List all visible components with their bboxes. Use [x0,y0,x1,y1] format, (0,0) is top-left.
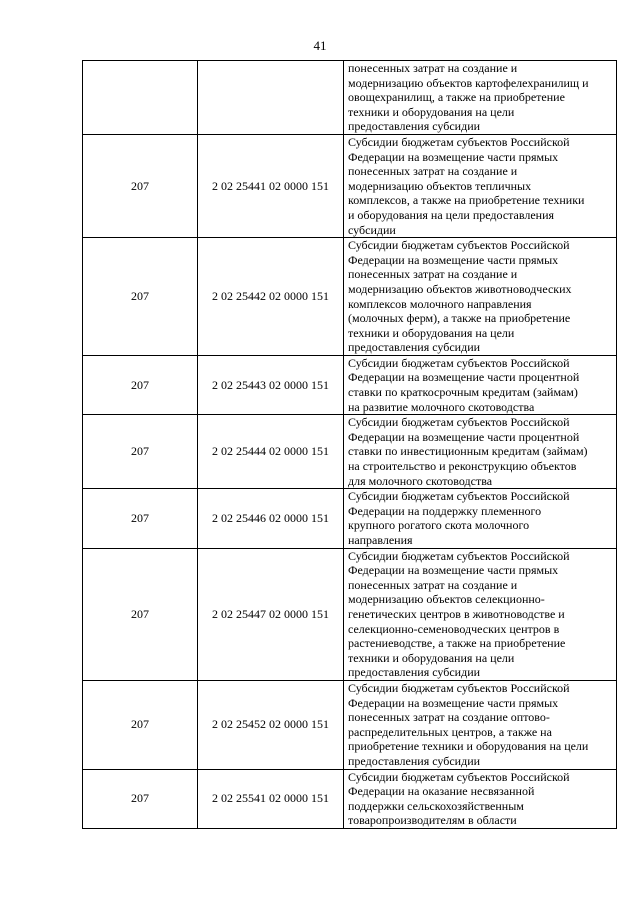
income-name-line: ставки по краткосрочным кредитам (займам) [348,385,578,400]
income-name-line: Федерации на возмещение части прямых [348,252,559,267]
income-name-line: овощехранилищ, а также на приобретение [348,90,565,105]
income-name-line: растениеводстве, а также на приобретение [348,636,566,651]
income-name-line: Федерации на оказание несвязанной [348,784,535,799]
income-name-line: модернизацию объектов животноводческих [348,281,572,296]
income-name-line: предоставления субсидии [348,665,481,680]
income-name-line: и оборудования на цели предоставления [348,207,555,222]
budget-code-cell: 2 02 25442 02 0000 151 [198,238,344,356]
income-name-line: крупного рогатого скота молочного [348,518,530,533]
income-name-line: селекционно-семеноводческих центров в [348,621,560,636]
table-row [83,61,617,135]
income-name-line: Федерации на возмещение части прямых [348,695,559,710]
admin-code-cell: 207 [83,680,198,769]
admin-code-cell: 207 [83,548,198,680]
income-name-cell [344,415,617,489]
income-name-line: комплексов, а также на приобретение техники [348,193,585,208]
admin-code-cell: 207 [83,415,198,489]
admin-code-cell: 207 [83,769,198,828]
admin-code-cell: 207 [83,134,198,237]
income-name-line: для молочного скотоводства [348,473,493,488]
budget-code-cell: 2 02 25541 02 0000 151 [198,769,344,828]
page-number: 41 [313,38,327,53]
income-name-cell [344,238,617,356]
income-name-cell [344,769,617,828]
income-name-cell [344,355,617,414]
income-name-line: генетических центров в животноводстве и [348,606,565,621]
budget-code-cell: 2 02 25446 02 0000 151 [198,489,344,548]
budget-code-cell: 2 02 25443 02 0000 151 [198,355,344,414]
admin-code-cell: 207 [83,238,198,356]
income-name-line: Субсидии бюджетам субъектов Российской [348,548,570,563]
income-name-line: предоставления субсидии [348,119,481,134]
budget-code-cell [198,61,344,135]
admin-code-cell: 207 [83,489,198,548]
table-body [83,61,617,829]
income-name-line: Субсидии бюджетам субъектов Российской [348,134,570,149]
income-name-cell [344,61,617,135]
budget-classification-table [82,60,617,829]
income-name-cell [344,134,617,237]
income-name-line: Субсидии бюджетам субъектов Российской [348,238,570,253]
income-name-line: Федерации на возмещение части прямых [348,563,559,578]
table-row [83,134,617,237]
income-name-line: модернизацию объектов картофелехранилищ и [348,75,589,90]
table-row [83,769,617,828]
income-name-cell [344,680,617,769]
income-name-line: предоставления субсидии [348,753,481,768]
income-name-line: техники и оборудования на цели [348,104,515,119]
budget-code-cell: 2 02 25441 02 0000 151 [198,134,344,237]
income-name-line: понесенных затрат на создание оптово- [348,710,550,725]
income-name-line: понесенных затрат на создание и [348,61,518,75]
income-name-line: на строительство и реконструкцию объектов [348,459,577,474]
income-name-line: Федерации на поддержку племенного [348,503,542,518]
income-name-line: модернизацию объектов тепличных [348,178,532,193]
income-name-line: Субсидии бюджетам субъектов Российской [348,489,570,504]
income-name-line: Федерации на возмещение части процентной [348,429,580,444]
income-name-line: Субсидии бюджетам субъектов Российской [348,769,570,784]
income-name-line: поддержки сельскохозяйственным [348,798,524,813]
table-row [83,355,617,414]
table-row [83,548,617,680]
budget-code-cell: 2 02 25444 02 0000 151 [198,415,344,489]
income-name-line: Федерации на возмещение части процентной [348,370,580,385]
income-name-line: товаропроизводителям в области [348,813,517,828]
income-name-line: приобретение техники и оборудования на цели [348,739,589,754]
income-name-line: комплексов молочного направления [348,296,532,311]
income-name-cell [344,548,617,680]
income-name-line: предоставления субсидии [348,340,481,355]
income-name-line: Субсидии бюджетам субъектов Российской [348,415,570,430]
table-row [83,680,617,769]
income-name-line: понесенных затрат на создание и [348,267,518,282]
income-name-line: Субсидии бюджетам субъектов Российской [348,355,570,370]
income-name-line: (молочных ферм), а также на приобретение [348,311,571,326]
income-name-line: ставки по инвестиционным кредитам (займам) [348,444,588,459]
income-name-line: модернизацию объектов селекционно- [348,592,545,607]
income-name-line: понесенных затрат на создание и [348,577,518,592]
table-row [83,238,617,356]
income-name-line: Субсидии бюджетам субъектов Российской [348,680,570,695]
table-row [83,415,617,489]
budget-code-cell: 2 02 25452 02 0000 151 [198,680,344,769]
income-name-line: субсидии [348,222,396,237]
admin-code-cell: 207 [83,355,198,414]
income-name-cell [344,489,617,548]
income-name-line: на развитие молочного скотоводства [348,399,535,414]
income-name-line: направления [348,533,413,547]
income-name-line: распределительных центров, а также на [348,724,552,739]
budget-code-cell: 2 02 25447 02 0000 151 [198,548,344,680]
income-name-line: Федерации на возмещение части прямых [348,149,559,164]
table-row [83,489,617,548]
admin-code-cell [83,61,198,135]
income-name-line: техники и оборудования на цели [348,325,515,340]
income-name-line: понесенных затрат на создание и [348,164,518,179]
income-name-line: техники и оборудования на цели [348,650,515,665]
